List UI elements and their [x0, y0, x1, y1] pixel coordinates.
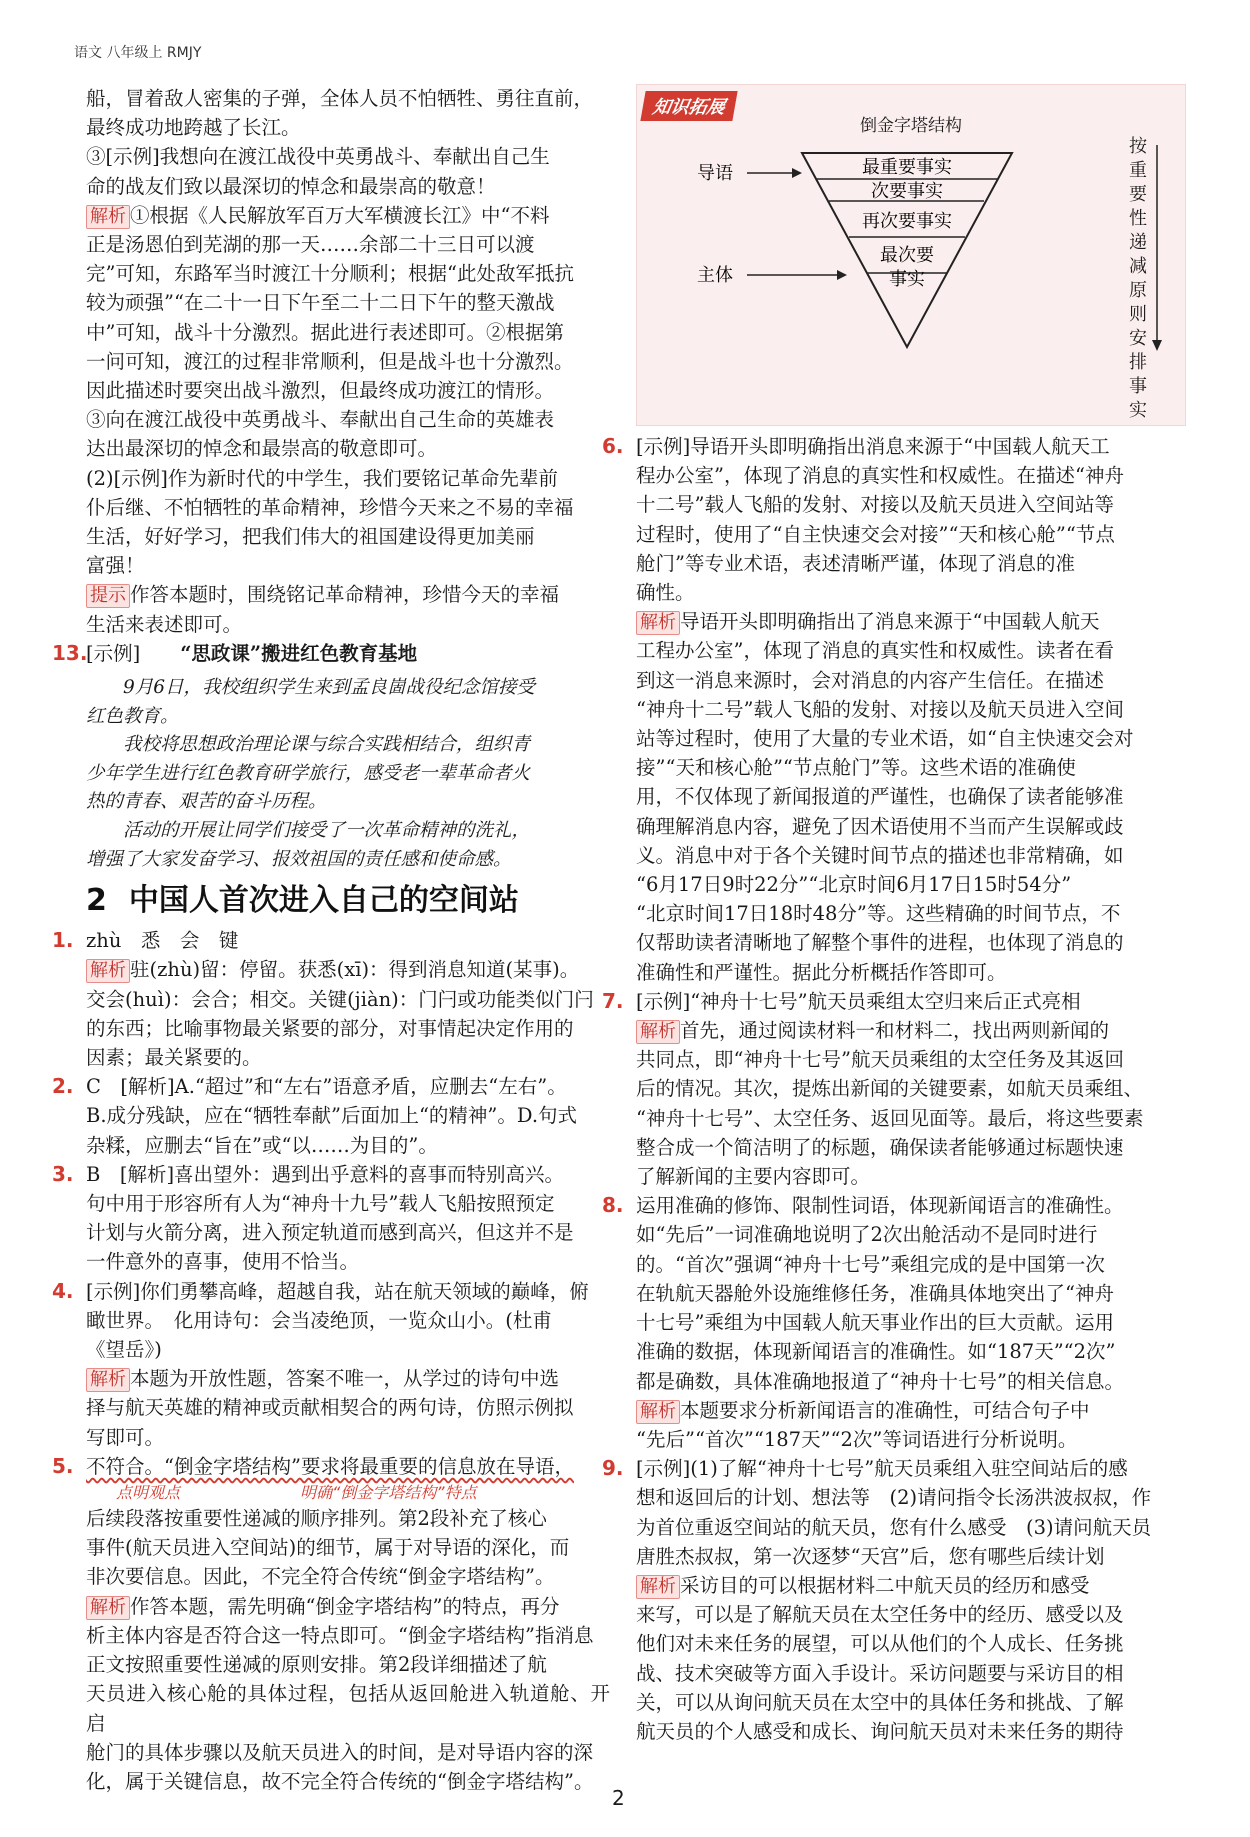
answer-text: 不符合。“倒金字塔结构”要求将最重要的信息放在导语，	[86, 1454, 574, 1478]
answer-line: 生活，好好学习，把我们伟大的祖国建设得更加美丽	[86, 525, 535, 549]
analysis-line: ③向在渡江战役中英勇战斗、奉献出自己生命的英雄表	[86, 408, 555, 432]
answer-line: 事件(航天员进入空间站)的细节，属于对导语的深化，而	[86, 1536, 570, 1560]
news-line: 红色教育。	[86, 705, 179, 727]
question-number: 4.	[52, 1278, 74, 1303]
analysis-line: 义。消息中对于各个关键时间节点的描述也非常精确，如	[636, 843, 1124, 867]
answer-line	[636, 1483, 1184, 1512]
analysis-line	[86, 1364, 610, 1393]
answer-line	[52, 1072, 610, 1101]
answer-line	[636, 490, 1184, 519]
arrow-body-head	[837, 270, 847, 280]
answer-line	[636, 1542, 1184, 1571]
analysis-line: 来写，可以是了解航天员在太空任务中的经历、感受以及	[636, 1603, 1124, 1627]
question-number: 2.	[52, 1074, 74, 1099]
answer-line	[636, 1220, 1184, 1249]
level-3: 再次要事实	[862, 211, 952, 232]
analysis-line: 交会(huì)：会合；相交。关键(jiàn)：门闩或功能类似门闩	[86, 987, 594, 1011]
answer-line: 最终成功地跨越了长江。	[86, 116, 301, 140]
answer-line	[86, 1247, 610, 1276]
analysis-tag: 提示	[86, 584, 130, 608]
analysis-line	[86, 201, 610, 230]
page-number: 2	[612, 1786, 625, 1810]
analysis-line: 天员进入核心舱的具体过程，包括从返回舱进入轨道舱、开启	[86, 1682, 610, 1735]
answer-text: 舱门”等专业术语，表述清晰严谨，体现了消息的准	[636, 551, 1075, 575]
q13-head: [示例]	[86, 641, 141, 665]
analysis-line: 站等过程时，使用了大量的专业术语，如“自主快速交会对	[636, 727, 1134, 751]
left-column	[52, 84, 610, 1796]
section-number: 2	[86, 883, 107, 919]
analysis-line: 完”可知，东路军当时渡江十分顺利；根据“此处敌军抵抗	[86, 262, 574, 286]
text-span: 作答本题，需先明确“倒金字塔结构”的特点，再分	[130, 1594, 560, 1618]
analysis-line: 确理解消息内容，避免了因术语使用不当而产生误解或歧	[636, 814, 1124, 838]
analysis-line: 因此描述时要突出战斗激烈，但最终成功渡江的情形。	[86, 379, 555, 403]
answer-text: B [解析]喜出望外：遇到出乎意料的喜事而特别高兴。	[86, 1162, 565, 1186]
question-number: 7.	[602, 988, 624, 1013]
analysis-line: “先后”“首次”“187天”“2次”等词语进行分析说明。	[636, 1427, 1078, 1451]
text-span: 导语开头即明确指出了消息来源于“中国载人航天	[680, 610, 1100, 634]
section-title-text: 中国人首次进入自己的空间站	[128, 883, 519, 919]
analysis-line: 工程办公室”，体现了消息的真实性和权威性。读者在看	[636, 639, 1114, 663]
answer-line	[636, 520, 1184, 549]
analysis-line	[636, 607, 1184, 636]
analysis-line: 关，可以从询问航天员在太空中的具体任务和挑战、了解	[636, 1690, 1124, 1714]
answer-line	[86, 1335, 610, 1364]
question-number: 1.	[52, 928, 74, 953]
answer-text: 想和返回后的计划、想法等 (2)请问指令长汤洪波叔叔，作	[636, 1486, 1152, 1510]
text-span: 作答本题时，围绕铭记革命精神，珍惜今天的幸福	[130, 583, 560, 607]
answer-text: [示例]你们勇攀高峰，超越自我，站在航天领域的巅峰，俯	[86, 1279, 589, 1303]
analysis-line: 航天员的个人感受和成长、询问航天员对未来任务的期待	[636, 1719, 1124, 1743]
answer-text: 十七号”乘组为中国载人航天事业作出的巨大贡献。运用	[636, 1311, 1114, 1335]
answer-text: 句中用于形容所有人为“神舟十九号”载人飞船按照预定	[86, 1192, 555, 1216]
question-number: 8.	[602, 1193, 624, 1218]
q1-answer	[52, 926, 610, 955]
analysis-line: “神舟十七号”、太空任务、返回见面等。最后，将这些要素	[636, 1106, 1144, 1130]
hint-line: 生活来表述即可。	[86, 612, 243, 636]
answer-line	[602, 1191, 1184, 1220]
text-span: ①根据《人民解放军百万大军横渡长江》中“不料	[130, 203, 550, 227]
analysis-line: 共同点，即“神舟十七号”航天员乘组的太空任务及其返回	[636, 1048, 1124, 1072]
answer-line	[52, 1277, 610, 1306]
text-span: 采访目的可以根据材料二中航天员的经历和感受	[680, 1573, 1090, 1597]
analysis-line: 战、技术突破等方面入手设计。采访问题要与采访目的相	[636, 1661, 1124, 1685]
answer-line	[602, 432, 1184, 461]
answer-line	[86, 1131, 610, 1160]
news-line: 我校将思想政治理论课与综合实践相结合，组织青	[123, 734, 531, 756]
answer-text: B.成分残缺，应在“牺牲奉献”后面加上“的精神”。D.句式	[86, 1104, 578, 1128]
analysis-line: 写即可。	[86, 1425, 165, 1449]
knowledge-badge: 知识拓展	[640, 91, 737, 121]
analysis-tag: 解析	[636, 611, 680, 635]
analysis-line: 接”“天和核心舱”“节点舱门”等。这些术语的准确使	[636, 756, 1076, 780]
analysis-tag: 解析	[636, 1575, 680, 1599]
answer-line	[602, 987, 1184, 1016]
analysis-line: 一问可知，渡江的过程非常顺利，但是战斗也十分激烈。	[86, 349, 574, 373]
answer-text: 唐胜杰叔叔，第一次逐梦“天宫”后，您有哪些后续计划	[636, 1544, 1105, 1568]
answer-text: 在轨航天器舱外设施维修任务，准确具体地突出了“神舟	[636, 1281, 1114, 1305]
answer-line	[86, 1189, 610, 1218]
news-line: 活动的开展让同学们接受了一次革命精神的洗礼，	[123, 820, 531, 842]
answer-text: 程办公室”，体现了消息的真实性和权威性。在描述“神舟	[636, 464, 1124, 488]
analysis-line: 舱门的具体步骤以及航天员进入的时间，是对导语内容的深	[86, 1740, 594, 1764]
answer-text: 的。“首次”强调“神舟十七号”乘组完成的是中国第一次	[636, 1252, 1105, 1276]
answer-text: C [解析]A.“超过”和“左右”语意矛盾，应删去“左右”。	[86, 1075, 567, 1099]
answer-line	[636, 549, 1184, 578]
answer-text: 准确的数据，体现新闻语言的准确性。如“187天”“2次”	[636, 1340, 1116, 1364]
answer-text: 过程时，使用了“自主快速交会对接”“天和核心舱”“节点	[636, 522, 1115, 546]
question-number: 3.	[52, 1161, 74, 1186]
answer-text: [示例](1)了解“神舟十七号”航天员乘组入驻空间站后的感	[636, 1457, 1128, 1481]
q1-answer-text: zhù 悉 会 键	[86, 929, 239, 953]
section-title	[86, 880, 610, 922]
answer-line	[602, 1454, 1184, 1483]
answer-line	[636, 578, 1184, 607]
q13-title: “思政课”搬进红色教育基地	[180, 641, 418, 665]
answer-line: 船，冒着敌人密集的子弹，全体人员不怕牺牲、勇往直前，	[86, 87, 594, 110]
answer-text: 如“先后”一词准确地说明了2次出舱活动不是同时进行	[636, 1223, 1098, 1247]
right-column	[602, 84, 1184, 1746]
answer-line: ③[示例]我想向在渡江战役中英勇战斗、奉献出自己生	[86, 145, 550, 169]
analysis-line: 正是汤恩伯到芜湖的那一天……余部二十三日可以渡	[86, 233, 535, 257]
analysis-tag: 解析	[636, 1400, 680, 1424]
arrow-lead-head	[792, 168, 802, 178]
answer-text: 都是确数，具体准确地报道了“神舟十七号”的相关信息。	[636, 1369, 1124, 1393]
answer-line	[86, 1218, 610, 1247]
q13-news-box	[86, 674, 610, 874]
pyramid-diagram	[637, 85, 1185, 425]
side-text: 按重要性递减原则安排事实	[1129, 136, 1147, 421]
answer-line	[86, 1101, 610, 1130]
answer-text: [示例]“神舟十七号”航天员乘组太空归来后正式亮相	[636, 989, 1081, 1013]
analysis-line: 用，不仅体现了新闻报道的严谨性，也确保了读者能够准	[636, 785, 1124, 809]
text-span: 首先，通过阅读材料一和材料二，找出两则新闻的	[680, 1019, 1110, 1043]
answer-line	[636, 1279, 1184, 1308]
analysis-line	[636, 1396, 1184, 1425]
answer-line: 非次要信息。因此，不完全符合传统“倒金字塔结构”。	[86, 1565, 555, 1589]
analysis-line: 择与航天英雄的精神或贡献相契合的两句诗，仿照示例拟	[86, 1396, 574, 1420]
analysis-line: 因素；最关紧要的。	[86, 1046, 262, 1070]
answer-text: 杂糅，应删去“旨在”或“以……为目的”。	[86, 1133, 438, 1157]
analysis-line: “6月17日9时22分”“北京时间6月17日15时54分”	[636, 873, 1072, 897]
analysis-line: 的东西；比喻事物最关紧要的部分，对事情起决定作用的	[86, 1016, 574, 1040]
answer-text: 《望岳》)	[86, 1338, 162, 1362]
answer-line: 仆后继、不怕牺牲的革命精神，珍惜今天来之不易的幸福	[86, 495, 574, 519]
page-header: 语文 八年级上 RMJY	[74, 45, 202, 61]
level-4: 最次要	[880, 245, 934, 266]
answer-line	[52, 1452, 610, 1481]
answer-line	[636, 461, 1184, 490]
analysis-line: 中”可知，战斗十分激烈。据此进行表述即可。②根据第	[86, 320, 564, 344]
label-body: 主体	[697, 265, 733, 286]
answer-line: 富强！	[86, 554, 145, 578]
annotation-note: 点明观点	[116, 1483, 181, 1503]
analysis-line	[86, 955, 610, 984]
analysis-line: 后的情况。其次，提炼出新闻的关键要素，如航天员乘组、	[636, 1077, 1144, 1101]
analysis-tag: 解析	[86, 205, 130, 229]
answer-line	[636, 1367, 1184, 1396]
annotation-note: 明确“倒金字塔结构”特点	[300, 1483, 477, 1503]
answer-text: 十二号”载人飞船的发射、对接以及航天员进入空间站等	[636, 493, 1114, 517]
analysis-line: 达出最深切的悼念和最崇高的敬意即可。	[86, 437, 438, 461]
analysis-tag: 解析	[636, 1020, 680, 1044]
analysis-tag: 解析	[86, 1368, 130, 1392]
analysis-line	[86, 1592, 610, 1621]
analysis-line: 析主体内容是否符合这一特点即可。“倒金字塔结构”指消息	[86, 1623, 594, 1647]
knowledge-title: 倒金字塔结构	[860, 116, 962, 136]
analysis-line: 到这一消息来源时，会对消息的内容产生信任。在描述	[636, 668, 1105, 692]
answer-line: 后续段落按重要性递减的顺序排列。第2段补充了核心	[86, 1507, 547, 1531]
analysis-tag: 解析	[86, 1596, 130, 1620]
question-number: 13.	[52, 640, 88, 665]
analysis-line	[636, 1016, 1184, 1045]
analysis-line: “神舟十二号”载人飞船的发射、对接以及航天员进入空间	[636, 697, 1124, 721]
label-lead: 导语	[697, 163, 733, 184]
answer-line: (2)[示例]作为新时代的中学生，我们要铭记革命先辈前	[86, 466, 558, 490]
answer-line	[86, 1306, 610, 1335]
text-span: 驻(zhù)留：停留。获悉(xī)：得到消息知道(某事)。	[130, 958, 580, 982]
answer-line	[636, 1337, 1184, 1366]
answer-text: 确性。	[636, 581, 695, 605]
text-span: 本题为开放性题，答案不唯一，从学过的诗句中选	[130, 1367, 560, 1391]
arrow-down-head	[1152, 340, 1162, 351]
level-1: 最重要事实	[862, 157, 952, 178]
hint-line	[86, 580, 610, 609]
analysis-tag: 解析	[86, 959, 130, 983]
analysis-line: 他们对未来任务的展望，可以从他们的个人成长、任务挑	[636, 1632, 1124, 1656]
question-number: 6.	[602, 434, 624, 458]
answer-text: 运用准确的修饰、限制性词语，体现新闻语言的准确性。	[636, 1194, 1124, 1218]
news-line: 少年学生进行红色教育研学旅行，感受老一辈革命者火	[86, 762, 531, 784]
q13-heading	[52, 639, 610, 668]
question-number: 9.	[602, 1456, 624, 1481]
analysis-line: 整合成一个简洁明了的标题，确保读者能够通过标题快速	[636, 1135, 1124, 1159]
news-line: 增强了大家发奋学习、报效祖国的责任感和使命感。	[86, 848, 512, 870]
answer-text: 为首位重返空间站的航天员，您有什么感受 (3)请问航天员	[636, 1515, 1152, 1539]
answer-text: 瞰世界。 化用诗句：会当凌绝顶，一览众山小。(杜甫	[86, 1308, 552, 1332]
answer-line	[636, 1308, 1184, 1337]
analysis-line: 准确性和严谨性。据此分析概括作答即可。	[636, 960, 1007, 984]
analysis-line	[636, 1571, 1184, 1600]
answer-line	[52, 1160, 610, 1189]
analysis-line: 较为顽强”“在二十一日下午至二十二日下午的整天激战	[86, 291, 555, 315]
question-number: 5.	[52, 1453, 74, 1478]
level-4b: 事实	[889, 269, 925, 290]
answer-text: 一件意外的喜事，使用不恰当。	[86, 1250, 360, 1274]
knowledge-box	[636, 84, 1186, 426]
annotation-line	[86, 1481, 610, 1504]
analysis-line: 了解新闻的主要内容即可。	[636, 1165, 871, 1189]
answer-text: 计划与火箭分离，进入预定轨道而感到高兴，但这并不是	[86, 1221, 574, 1245]
news-line: 9月6日，我校组织学生来到孟良崮战役纪念馆接受	[123, 677, 536, 699]
analysis-line: 仅帮助读者清晰地了解整个事件的进程，也体现了消息的	[636, 931, 1124, 955]
news-line: 热的青春、艰苦的奋斗历程。	[86, 791, 327, 813]
text-span: 本题要求分析新闻语言的准确性，可结合句子中	[680, 1398, 1090, 1422]
analysis-line: 正文按照重要性递减的原则安排。第2段详细描述了航	[86, 1653, 547, 1677]
answer-line	[636, 1513, 1184, 1542]
analysis-line: 化，属于关键信息，故不完全符合传统的“倒金字塔结构”。	[86, 1769, 594, 1793]
level-2: 次要事实	[871, 181, 943, 202]
analysis-line: “北京时间17日18时48分”等。这些精确的时间节点，不	[636, 902, 1121, 926]
answer-text: [示例]导语开头即明确指出消息来源于“中国载人航天工	[636, 435, 1110, 458]
answer-line	[636, 1250, 1184, 1279]
answer-line: 命的战友们致以最深切的悼念和最崇高的敬意！	[86, 174, 496, 198]
